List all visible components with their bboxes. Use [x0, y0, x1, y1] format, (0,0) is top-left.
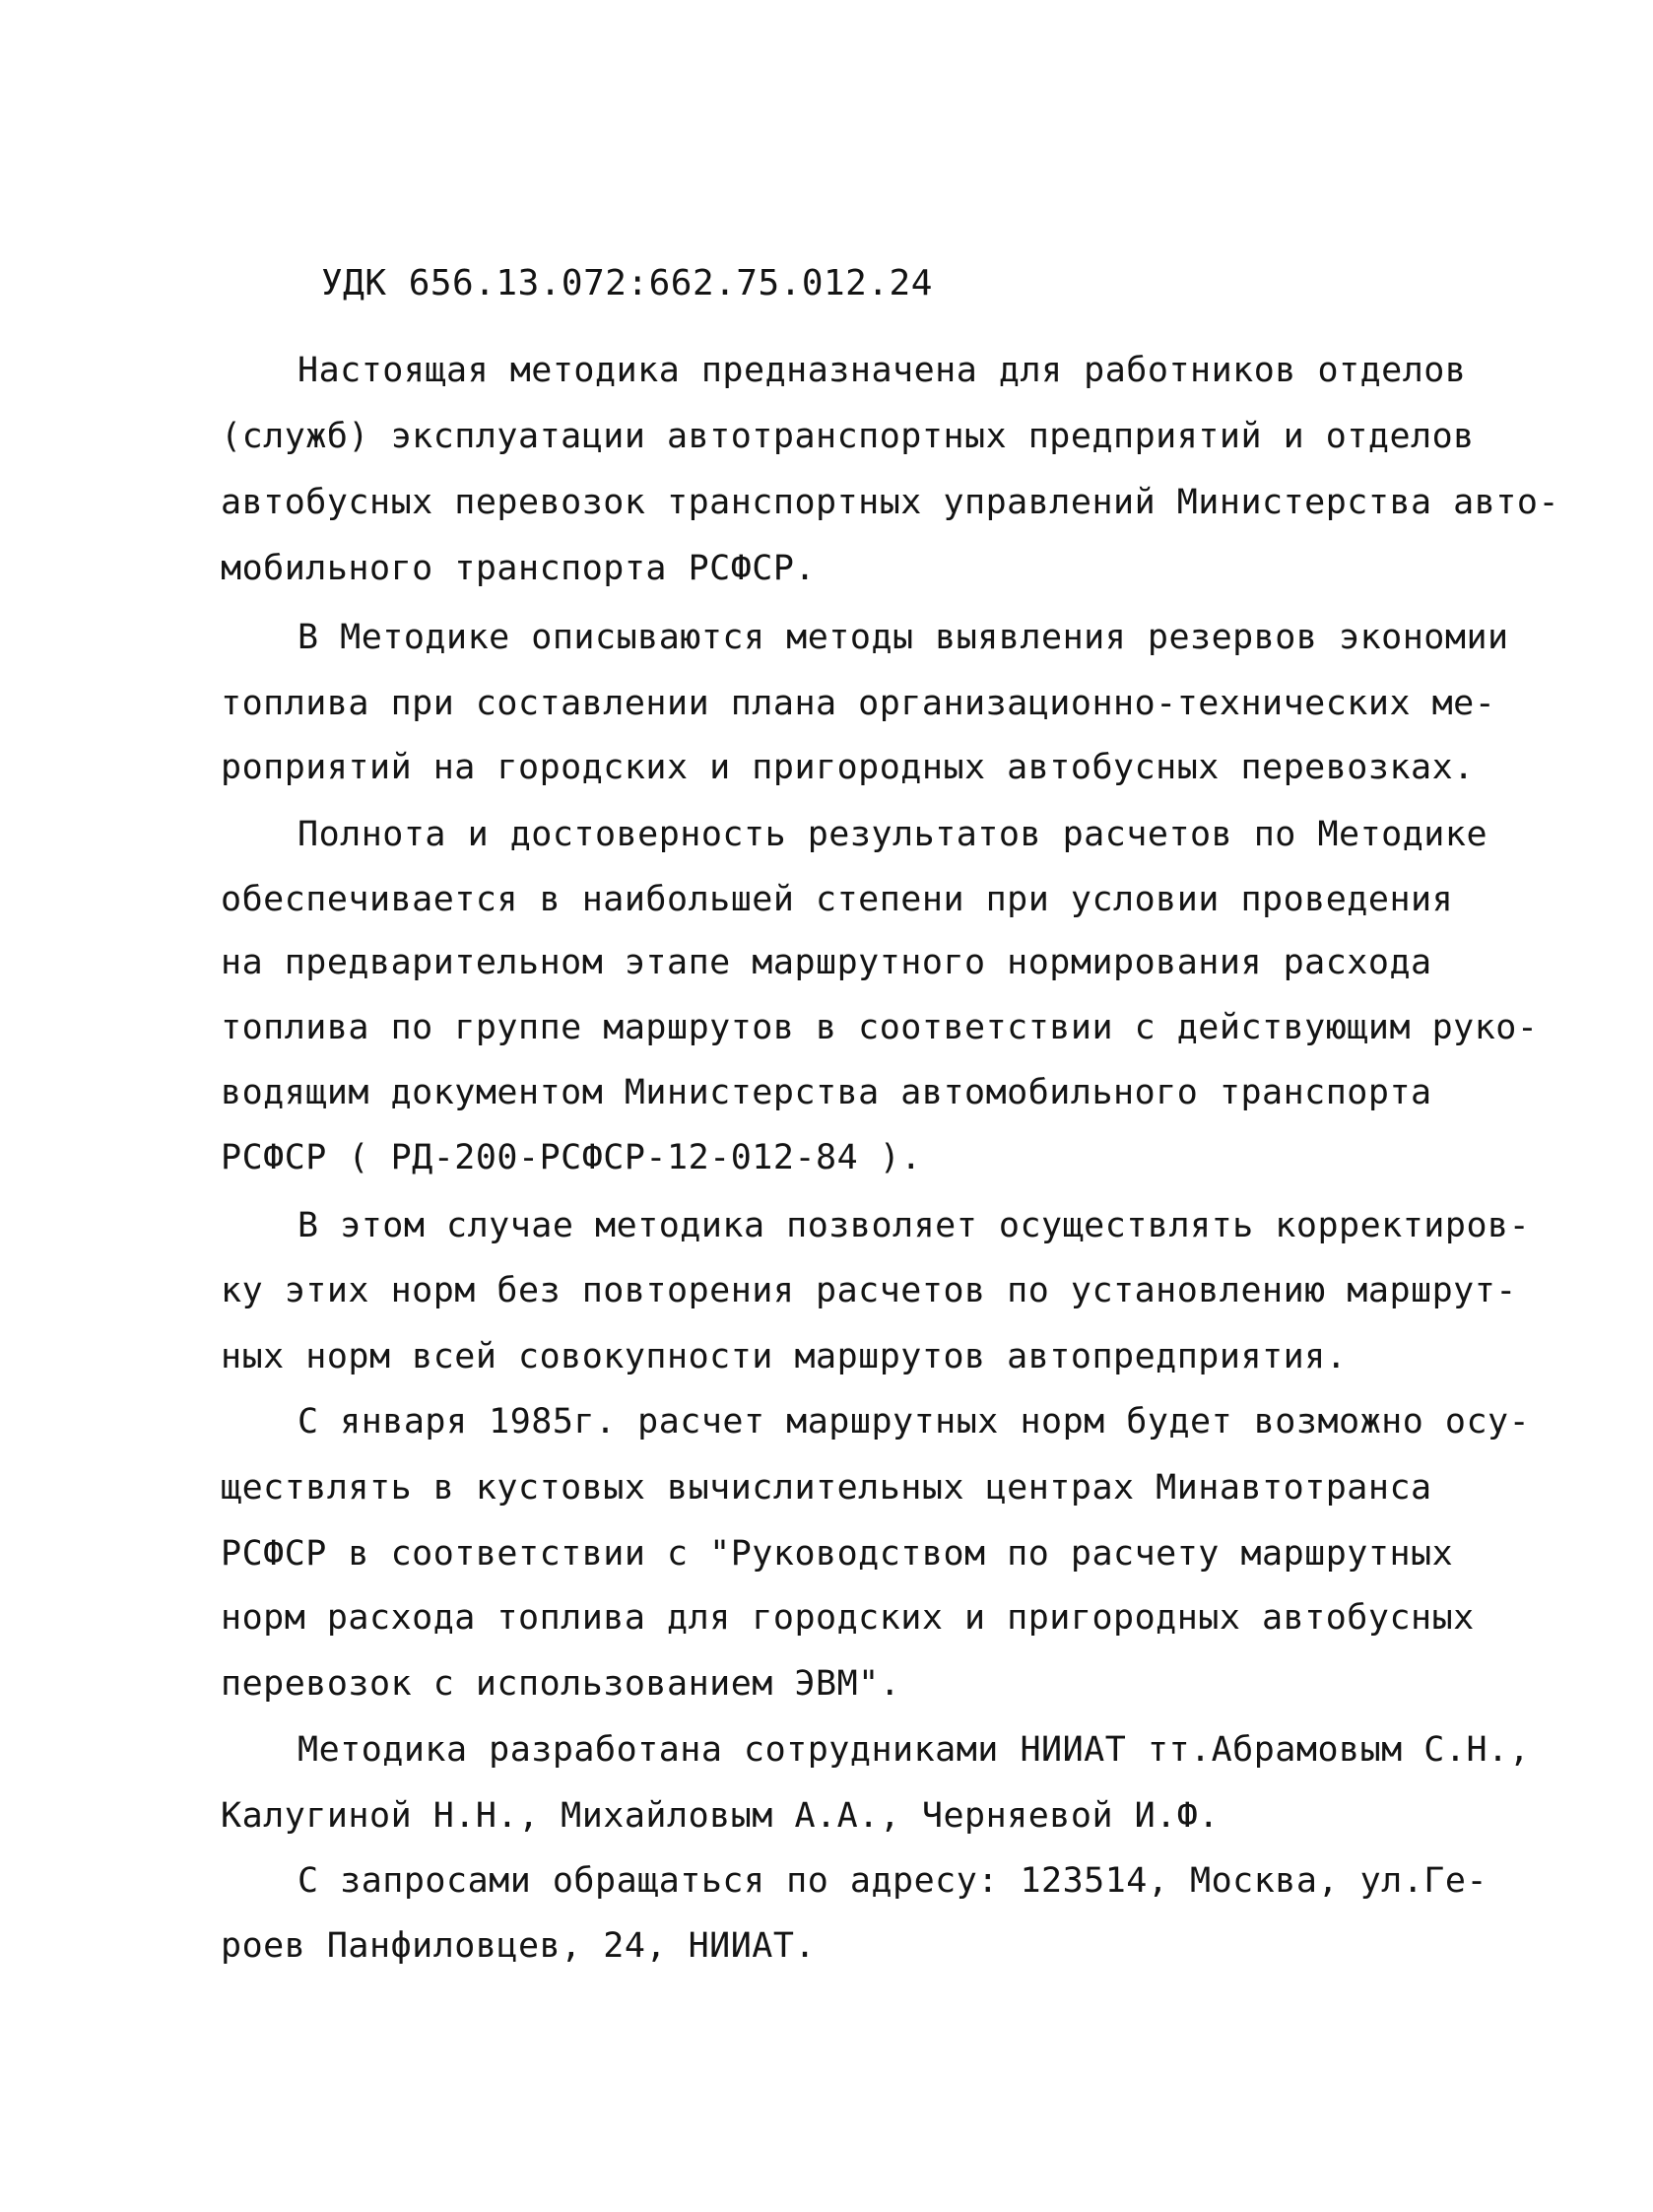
paragraph-5-line-2: ществлять в кустовых вычислительных центрах Минавтотранса [221, 1468, 1432, 1508]
paragraph-3-line-6: РСФСР ( РД-200-РСФСР-12-012-84 ). [221, 1138, 922, 1177]
paragraph-3-line-1: Полнота и достоверность результатов расчетов по Методике [298, 815, 1488, 854]
paragraph-5-line-4: норм расхода топлива для городских и пригородных автобусных [221, 1598, 1475, 1638]
paragraph-2-line-2: топлива при составлении плана организационно-технических ме- [221, 684, 1496, 723]
udc-code: УДК 656.13.072:662.75.012.24 [321, 263, 933, 303]
paragraph-3-line-5: водящим документом Министерства автомобильного транспорта [221, 1073, 1432, 1112]
paragraph-1-line-2: (служб) эксплуатации автотранспортных предприятий и отделов [221, 417, 1475, 456]
paragraph-7-line-2: роев Панфиловцев, 24, НИИАТ. [221, 1926, 817, 1966]
paragraph-2-line-3: роприятий на городских и пригородных автобусных перевозках. [221, 748, 1475, 787]
paragraph-1-line-4: мобильного транспорта РСФСР. [221, 549, 817, 588]
paragraph-4-line-3: ных норм всей совокупности маршрутов автопредприятия. [221, 1337, 1348, 1376]
paragraph-5-line-3: РСФСР в соответствии с "Руководством по расчету маршрутных [221, 1534, 1454, 1574]
paragraph-5-line-5: перевозок с использованием ЭВМ". [221, 1664, 901, 1704]
paragraph-4-line-1: В этом случае методика позволяет осуществлять корректиров- [298, 1206, 1531, 1245]
paragraph-5-line-1: С января 1985г. расчет маршрутных норм будет возможно осу- [298, 1402, 1531, 1441]
paragraph-7-line-1: С запросами обращаться по адресу: 123514, Москва, ул.Ге- [298, 1861, 1488, 1901]
paragraph-4-line-2: ку этих норм без повторения расчетов по установлению маршрут- [221, 1271, 1517, 1310]
paragraph-2-line-1: В Методике описываются методы выявления резервов экономии [298, 618, 1509, 657]
paragraph-3-line-2: обеспечивается в наибольшей степени при условии проведения [221, 880, 1454, 919]
paragraph-6-line-2: Калугиной Н.Н., Михайловым А.А., Черняевой И.Ф. [221, 1796, 1220, 1836]
paragraph-6-line-1: Методика разработана сотрудниками НИИАТ тт.Абрамовым С.Н., [298, 1730, 1531, 1770]
paragraph-1-line-3: автобусных перевозок транспортных управлений Министерства авто- [221, 483, 1560, 522]
paragraph-3-line-3: на предварительном этапе маршрутного нормирования расхода [221, 943, 1432, 982]
paragraph-1-line-1: Настоящая методика предназначена для работников отделов [298, 351, 1467, 390]
paragraph-3-line-4: топлива по группе маршрутов в соответствии с действующим руко- [221, 1008, 1539, 1047]
